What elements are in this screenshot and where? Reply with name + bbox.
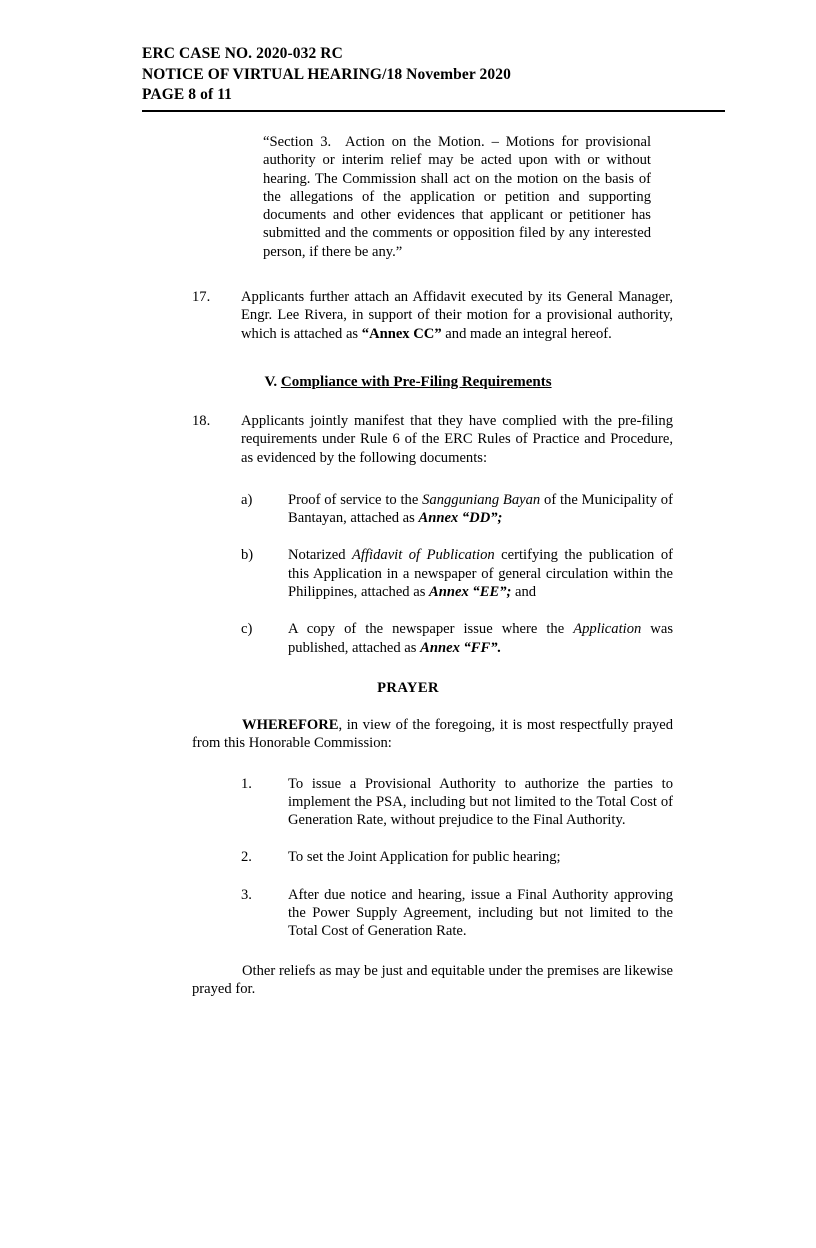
section-v-numeral: V. <box>264 373 281 390</box>
prayer-item-2-number: 2. <box>241 849 252 866</box>
header-case-number: ERC CASE NO. 2020-032 RC <box>142 45 343 62</box>
prayer-item-3 <box>241 886 673 941</box>
subclause-b-part3: and <box>511 584 537 601</box>
prayer-item-3-text: After due notice and hearing, issue a Final Authority approving the Power Supply Agreement, including but not limited to the Total Cost of Generation Rate. <box>288 886 673 940</box>
subclause-b-annex-ref: Annex “EE”; <box>429 584 512 601</box>
prayer-item-1 <box>241 775 673 830</box>
clause-17 <box>192 288 673 343</box>
subclause-a-italic-term: Sangguniang Bayan <box>422 491 541 508</box>
subclause-c-italic-term: Application <box>573 621 642 638</box>
clause-18-text: Applicants jointly manifest that they have complied with the pre-filing requirements under Rule 6 of the ERC Rules of Practice and Procedure, as evidenced by the following documents: <box>241 412 673 466</box>
subclause-c <box>241 620 673 657</box>
subclause-b-part1: Notarized <box>288 547 353 564</box>
wherefore-keyword: WHEREFORE <box>242 716 339 733</box>
subclause-c-marker: c) <box>241 621 253 638</box>
subclause-b-part2: certifying the publication of this Application in a newspaper of general circulation within the Philippines, attached as <box>288 547 673 601</box>
quote-dash: – <box>484 134 506 150</box>
quoted-section-3 <box>263 133 651 261</box>
section-v-heading <box>0 373 816 392</box>
subclause-b-marker: b) <box>241 547 254 564</box>
wherefore-paragraph <box>192 716 673 753</box>
clause-17-text-part1: Applicants further attach an Affidavit executed by its General Manager, Engr. Lee Rivera, in support of their motion for a provisional authority, which is attached as <box>241 289 673 342</box>
prayer-heading: PRAYER <box>377 679 439 696</box>
subclause-a-part1: Proof of service to the <box>288 491 423 508</box>
header-page-number: PAGE 8 of 11 <box>142 86 233 103</box>
prayer-item-2 <box>241 848 673 866</box>
section-v-title: Compliance with Pre-Filing Requirements <box>280 373 552 390</box>
prayer-item-2-text: To set the Joint Application for public hearing; <box>288 849 561 866</box>
closing-paragraph: Other reliefs as may be just and equitable under the premises are likewise prayed for. <box>192 962 673 997</box>
subclause-a <box>241 491 673 528</box>
quote-section-label: Section 3. <box>269 134 332 150</box>
subclause-b <box>241 546 673 601</box>
quote-body-text: Motions for provisional authority or interim relief may be acted upon with or without hearing. The Commission shall act on the motion on the basis of the allegations of the application or petition and supporting documents and other evidences that applicant or petitioner has submitted and the comments or opposition filed by any interested person, if there be any.” <box>263 134 652 260</box>
subclause-c-annex-ref: Annex “FF”. <box>420 639 502 656</box>
quote-open-mark: “ <box>263 134 270 150</box>
header-notice-title: NOTICE OF VIRTUAL HEARING/18 November 2020 <box>142 65 511 83</box>
subclause-b-text <box>288 546 673 601</box>
clause-17-annex-ref: “Annex CC” <box>361 325 442 342</box>
subclause-a-marker: a) <box>241 491 253 508</box>
header-divider-rule <box>142 110 725 112</box>
subclause-a-part2: of the Municipality of Bantayan, attached as <box>288 491 673 527</box>
prayer-item-1-number: 1. <box>241 775 252 792</box>
clause-17-text-part2: and made an integral hereof. <box>441 325 612 342</box>
clause-18 <box>192 412 673 467</box>
quote-section-title: Action on the Motion. <box>345 134 485 150</box>
document-header <box>142 44 725 106</box>
subclause-c-part2: was published, attached as <box>288 621 673 656</box>
prayer-item-1-text: To issue a Provisional Authority to authorize the parties to implement the PSA, including but not limited to the Total Cost of Generation Rate, without prejudice to the Final Authority. <box>288 775 673 829</box>
subclause-c-part1: A copy of the newspaper issue where the <box>288 621 574 638</box>
clause-17-text <box>241 288 673 343</box>
clause-18-number: 18. <box>192 412 211 429</box>
prayer-item-3-number: 3. <box>241 886 252 903</box>
wherefore-rest-text: , in view of the foregoing, it is most respectfully prayed from this Honorable Commission: <box>192 716 673 752</box>
subclause-b-italic-term: Affidavit of Publication <box>352 547 495 564</box>
subclause-c-text <box>288 620 673 657</box>
subclause-a-text <box>288 491 673 528</box>
clause-17-number: 17. <box>192 289 211 306</box>
subclause-a-annex-ref: Annex “DD”; <box>418 510 503 527</box>
document-body <box>0 133 816 998</box>
